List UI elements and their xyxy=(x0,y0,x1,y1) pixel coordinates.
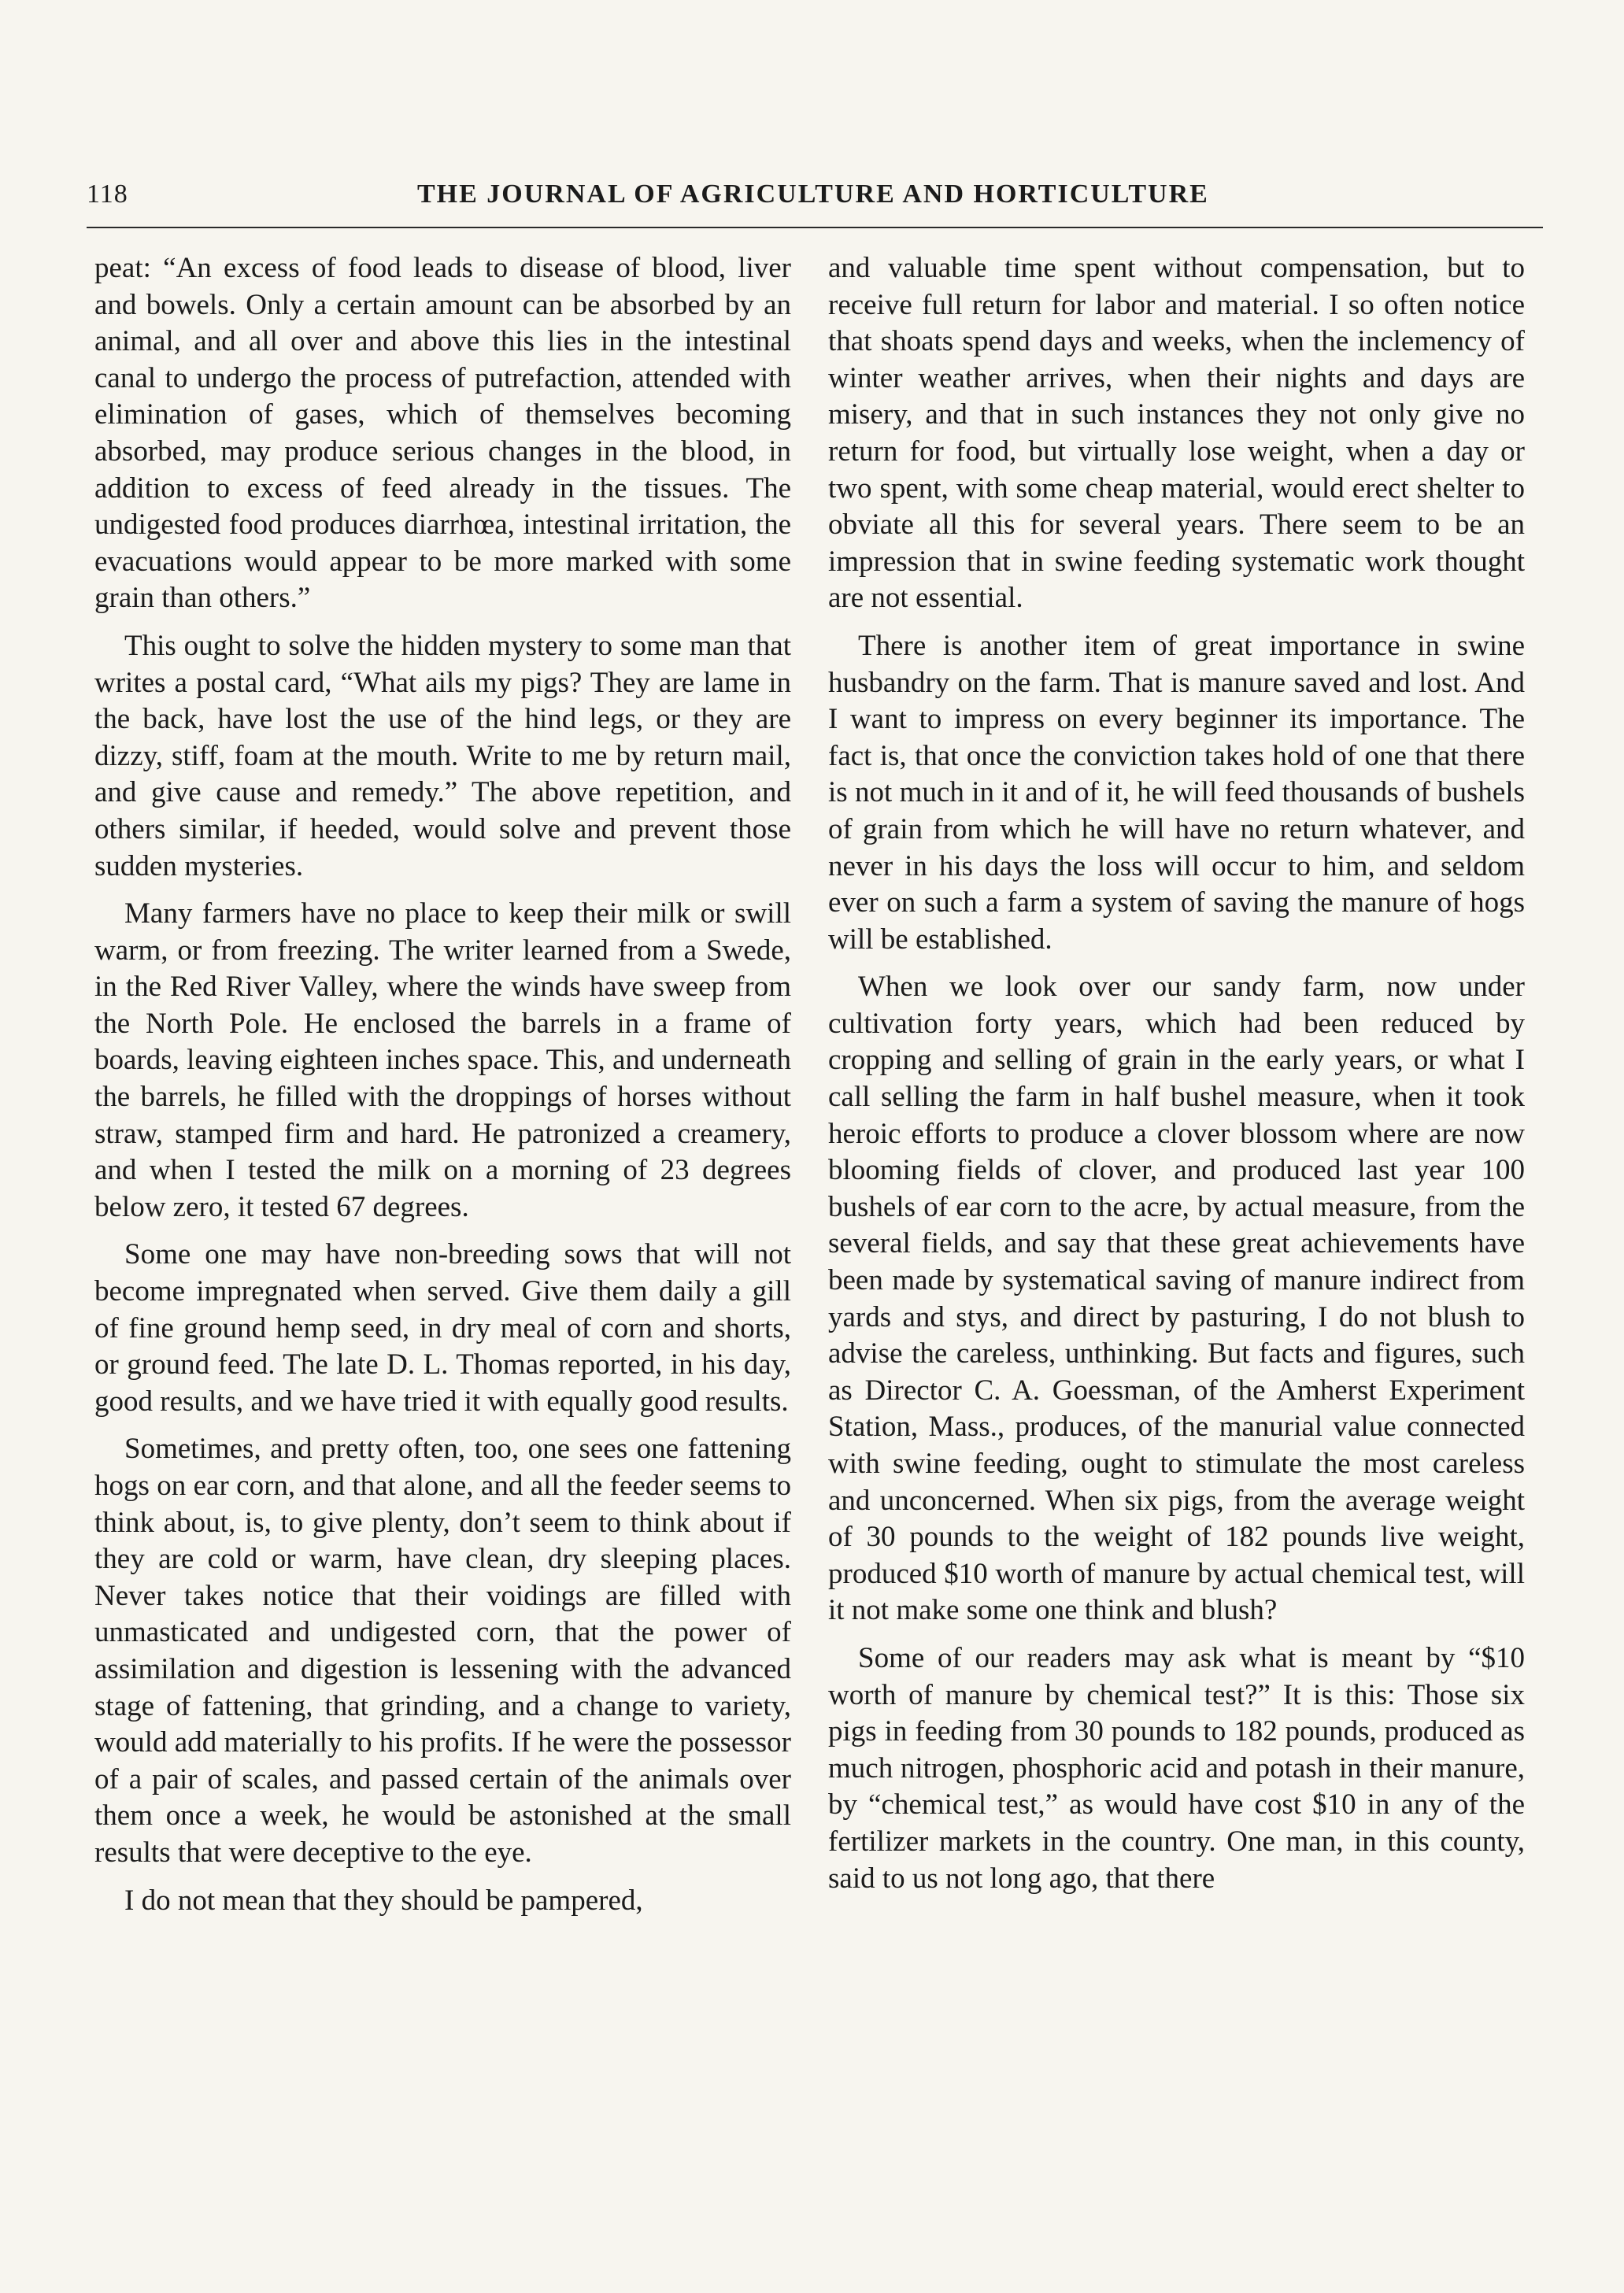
paragraph: and valuable time spent without compensation, but to receive full return for labor and material. I so often notice that shoats spend days and weeks, when the inclemency of winter weather arrives, when their nights and days are misery, and that in such instances they not only give no return for food, but virtually lose weight, when a day or two spent, with some cheap material, would erect shelter to obviate all this for several years. There seem to be an impression that in swine feeding systematic work thought are not essential. xyxy=(828,252,1525,615)
paragraph: There is another item of great importance in swine husbandry on the farm. That is manure saved and lost. And I want to impress on every beginner its importance. The fact is, that once the conviction takes hold of one that there is not much in it and of it, he will feed thousands of bushels of grain from which he will have no return whatever, and never in his days the loss will occur to him, and seldom ever on such a farm a system of saving the manure of hogs will be established. xyxy=(828,629,1525,956)
paragraph: This ought to solve the hidden mystery to some man that writes a postal card, “What ails my pigs? They are lame in the back, have lost the use of the hind legs, or they are dizzy, stiff, foam at the mouth. Write to me by return mail, and give cause and remedy.” The above repetition, and others similar, if heeded, would solve and prevent those sudden mysteries. xyxy=(94,629,791,882)
header-rule xyxy=(87,227,1543,228)
right-column xyxy=(828,250,1525,1908)
page-header xyxy=(87,179,1543,227)
paragraph: peat: “An excess of food leads to disease of blood, liver and bowels. Only a certain amount can be absorbed by an animal, and all over and above this lies in the intestinal canal to undergo the process of putrefaction, attended with elimination of gases, which of themselves becoming absorbed, may produce serious changes in the blood, in addition to excess of feed already in the tissues. The undigested food produces diarrhœa, intestinal irritation, the evacuations would appear to be more marked with some grain than others.” xyxy=(94,252,791,615)
left-column xyxy=(94,250,791,1930)
paragraph: Many farmers have no place to keep their milk or swill warm, or from freezing. The writer learned from a Swede, in the Red River Valley, where the winds have sweep from the North Pole. He enclosed the barrels in a frame of boards, leaving eighteen inches space. This, and underneath the barrels, he filled with the droppings of horses without straw, stamped firm and hard. He patronized a creamery, and when I tested the milk on a morning of 23 degrees below zero, it tested 67 degrees. xyxy=(94,897,791,1223)
paragraph: When we look over our sandy farm, now under cultivation forty years, which had been reduced by cropping and selling of grain in the early years, or what I call selling the farm in half bushel measure, when it took heroic efforts to produce a clover blossom where are now blooming fields of clover, and produced last year 100 bushels of ear corn to the acre, by actual measure, from the several fields, and say that these great achievements have been made by systematical saving of manure indirect from yards and stys, and direct by pasturing, I do not blush to advise the careless, unthinking. But facts and figures, such as Director C. A. Goessman, of the Amherst Experiment Station, Mass., produces, of the manurial value connected with swine feeding, ought to stimulate the most careless and unconcerned. When six pigs, from the average weight of 30 pounds to the weight of 182 pounds live weight, produced $10 worth of manure by actual chemical test, will it not make some one think and blush? xyxy=(828,971,1525,1627)
paragraph: Sometimes, and pretty often, too, one sees one fattening hogs on ear corn, and that alone, and all the feeder seems to think about, is, to give plenty, don’t seem to think about if they are cold or warm, have clean, dry sleeping places. Never takes notice that their voidings are filled with unmasticated and undigested corn, that the power of assimilation and digestion is lessening with the advanced stage of fattening, that grinding, and a change to variety, would add materially to his profits. If he were the possessor of a pair of scales, and passed certain of the animals over them once a week, he would be astonished at the small results that were deceptive to the eye. xyxy=(94,1433,791,1869)
paragraph: Some one may have non-breeding sows that will not become impregnated when served. Give them daily a gill of fine ground hemp seed, in dry meal of corn and shorts, or ground feed. The late D. L. Thomas reported, in his day, good results, and we have tried it with equally good results. xyxy=(94,1238,791,1418)
page-number: 118 xyxy=(87,179,128,209)
paragraph: I do not mean that they should be pampered, xyxy=(124,1884,643,1917)
paragraph: Some of our readers may ask what is meant by “$10 worth of manure by chemical test?” It is this: Those six pigs in feeding from 30 pounds to 182 pounds, produced as much nitrogen, phosphoric acid and potash in their manure, by “chemical test,” as would have cost $10 in any of the fertilizer markets in the country. One man, in this county, said to us not long ago, that there xyxy=(828,1641,1525,1895)
journal-title: THE JOURNAL OF AGRICULTURE AND HORTICULTURE xyxy=(417,179,1209,209)
